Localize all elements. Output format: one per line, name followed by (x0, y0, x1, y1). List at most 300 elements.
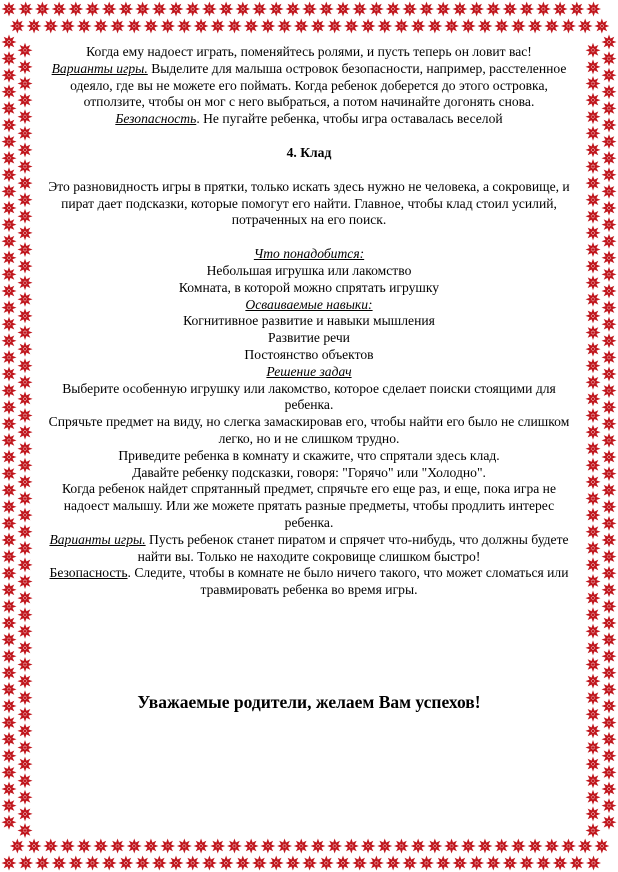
snowflake-icon (294, 19, 309, 34)
snowflake-icon (169, 856, 184, 871)
snowflake-icon (344, 19, 359, 34)
snowflake-icon (352, 856, 367, 871)
snowflake-icon (586, 790, 601, 805)
snowflake-icon (586, 43, 601, 58)
snowflake-icon (586, 640, 601, 655)
snowflake-icon (477, 839, 492, 854)
snowflake-icon (369, 2, 384, 17)
snowflake-icon (2, 582, 17, 597)
snowflake-icon (2, 416, 17, 431)
snowflake-icon (2, 101, 17, 116)
snowflake-icon (68, 856, 83, 871)
snowflake-icon (436, 856, 451, 871)
snowflake-icon (60, 19, 75, 34)
snowflake-icon (602, 167, 617, 182)
snowflake-icon (602, 549, 617, 564)
snowflake-icon (2, 151, 17, 166)
snowflake-icon (602, 217, 617, 232)
snowflake-icon (18, 607, 33, 622)
snowflake-icon (586, 93, 601, 108)
snowflake-icon (511, 19, 526, 34)
snowflake-icon (602, 732, 617, 747)
snowflake-icon (2, 267, 17, 282)
snowflake-icon (2, 516, 17, 531)
snowflake-icon (285, 2, 300, 17)
snowflake-icon (586, 740, 601, 755)
snowflake-icon (602, 68, 617, 83)
snowflake-icon (586, 773, 601, 788)
snowflake-icon (586, 209, 601, 224)
safety-label: Безопасность (49, 565, 128, 581)
snowflake-icon (536, 856, 551, 871)
snowflake-icon (43, 19, 58, 34)
ornament-border-left (0, 0, 34, 872)
snowflake-icon (18, 773, 33, 788)
snowflake-icon (436, 2, 451, 17)
snowflake-icon (586, 342, 601, 357)
snowflake-icon (244, 839, 259, 854)
snowflake-icon (586, 59, 601, 74)
snowflake-icon (18, 358, 33, 373)
snowflake-icon (285, 856, 300, 871)
skill-item: Когнитивное развитие и навыки мышления (183, 313, 435, 329)
snowflake-icon (18, 723, 33, 738)
intro-paragraph: Когда ему надоест играть, поменяйтесь ролями, и пусть теперь он ловит вас! (86, 44, 532, 59)
snowflake-icon (18, 690, 33, 705)
snowflake-icon (327, 839, 342, 854)
snowflake-icon (18, 640, 33, 655)
snowflake-icon (319, 856, 334, 871)
snowflake-icon (602, 383, 617, 398)
snowflake-icon (586, 308, 601, 323)
snowflake-icon (18, 806, 33, 821)
snowflake-icon (602, 284, 617, 299)
snowflake-icon (586, 375, 601, 390)
snowflake-icon (118, 2, 133, 17)
snowflake-icon (586, 225, 601, 240)
snowflake-icon (553, 856, 568, 871)
section-safety-paragraph (44, 565, 574, 599)
snowflake-icon (336, 2, 351, 17)
snowflake-icon (110, 839, 125, 854)
snowflake-icon (43, 839, 58, 854)
snowflake-icon (2, 715, 17, 730)
snowflake-icon (85, 2, 100, 17)
snowflake-icon (602, 118, 617, 133)
snowflake-icon (586, 574, 601, 589)
snowflake-icon (586, 491, 601, 506)
snowflake-icon (586, 607, 601, 622)
snowflake-icon (18, 242, 33, 257)
variants-text: Пусть ребенок станет пиратом и спрячет что-нибудь, что должны будете найти вы. Только не находите сокровище слишком быстро! (137, 531, 569, 564)
snowflake-icon (586, 524, 601, 539)
document-body (44, 44, 574, 599)
snowflake-icon (561, 839, 576, 854)
snowflake-icon (152, 856, 167, 871)
snowflake-icon (260, 19, 275, 34)
snowflake-icon (602, 748, 617, 763)
snowflake-icon (602, 433, 617, 448)
snowflake-icon (18, 59, 33, 74)
snowflake-icon (2, 217, 17, 232)
snowflake-icon (18, 707, 33, 722)
snowflake-icon (269, 2, 284, 17)
snowflake-icon (18, 624, 33, 639)
snowflake-icon (2, 566, 17, 581)
snowflake-icon (586, 806, 601, 821)
snowflake-icon (586, 474, 601, 489)
step-paragraph: Когда ребенок найдет спрятанный предмет, спрячьте его еще раз, и еще, пока игра не надоест малышу. Или же можете прятать разные предметы, чтобы продлить интерес ребенка. (62, 481, 556, 530)
snowflake-icon (2, 616, 17, 631)
snowflake-icon (2, 134, 17, 149)
snowflake-icon (269, 856, 284, 871)
snowflake-icon (486, 856, 501, 871)
snowflake-icon (18, 375, 33, 390)
snowflake-icon (2, 350, 17, 365)
snowflake-icon (2, 732, 17, 747)
snowflake-icon (544, 839, 559, 854)
snowflake-icon (2, 367, 17, 382)
snowflake-icon (202, 856, 217, 871)
snowflake-icon (452, 2, 467, 17)
snowflake-icon (18, 43, 33, 58)
snowflake-icon (586, 657, 601, 672)
snowflake-icon (2, 201, 17, 216)
variants-text: Выделите для малыша островок безопасности, например, расстеленное одеяло, где вы не можете его поймать. Когда ребенок доберется до этого островка, отползите, чтобы он мог с него выбраться, а потом начинайте догонять снова. (70, 60, 567, 110)
snowflake-icon (2, 284, 17, 299)
snowflake-icon (602, 483, 617, 498)
snowflake-icon (160, 19, 175, 34)
snowflake-icon (18, 491, 33, 506)
snowflake-icon (602, 84, 617, 99)
snowflake-icon (18, 308, 33, 323)
snowflake-icon (152, 2, 167, 17)
snowflake-icon (18, 192, 33, 207)
snowflake-icon (528, 19, 543, 34)
snowflake-icon (227, 19, 242, 34)
closing-wish: Уважаемые родители, желаем Вам успехов! (137, 692, 481, 712)
snowflake-icon (77, 19, 92, 34)
snowflake-icon (528, 839, 543, 854)
snowflake-icon (2, 649, 17, 664)
snowflake-icon (602, 267, 617, 282)
snowflake-icon (586, 192, 601, 207)
snowflake-icon (18, 757, 33, 772)
snowflake-icon (553, 2, 568, 17)
snowflake-icon (602, 101, 617, 116)
snowflake-icon (185, 2, 200, 17)
step-paragraph: Выберите особенную игрушку или лакомство, которое сделает поиски стоящими для ребенка. (62, 380, 556, 413)
snowflake-icon (486, 2, 501, 17)
snowflake-icon (419, 2, 434, 17)
snowflake-icon (18, 126, 33, 141)
snowflake-icon (386, 2, 401, 17)
snowflake-icon (602, 184, 617, 199)
snowflake-icon (394, 19, 409, 34)
snowflake-icon (602, 616, 617, 631)
snowflake-icon (52, 856, 67, 871)
snowflake-icon (177, 19, 192, 34)
snowflake-icon (2, 466, 17, 481)
snowflake-icon (602, 798, 617, 813)
snowflake-icon (602, 35, 617, 50)
snowflake-icon (18, 524, 33, 539)
snowflake-icon (2, 665, 17, 680)
safety-text: . Следите, чтобы в комнате не было ничего такого, что может сломаться или травмировать ребенка во время игры. (127, 565, 569, 598)
snowflake-icon (536, 2, 551, 17)
snowflake-icon (602, 782, 617, 797)
snowflake-icon (185, 856, 200, 871)
snowflake-icon (18, 408, 33, 423)
snowflake-icon (252, 2, 267, 17)
snowflake-icon (494, 839, 509, 854)
ornament-border-bottom (0, 838, 618, 872)
snowflake-icon (586, 159, 601, 174)
snowflake-icon (586, 325, 601, 340)
snowflake-icon (586, 126, 601, 141)
snowflake-icon (18, 342, 33, 357)
snowflake-icon (18, 142, 33, 157)
snowflake-icon (194, 19, 209, 34)
snowflake-icon (143, 19, 158, 34)
snowflake-icon (369, 856, 384, 871)
snowflake-icon (586, 176, 601, 191)
snowflake-icon (2, 699, 17, 714)
snowflake-icon (602, 350, 617, 365)
snowflake-icon (519, 2, 534, 17)
snowflake-icon (18, 541, 33, 556)
snowflake-icon (503, 856, 518, 871)
snowflake-icon (469, 856, 484, 871)
snowflake-icon (77, 839, 92, 854)
snowflake-icon (310, 19, 325, 34)
snowflake-icon (2, 632, 17, 647)
snowflake-icon (602, 665, 617, 680)
skills-label: Осваиваемые навыки: (245, 296, 373, 312)
snowflake-icon (18, 508, 33, 523)
snowflake-icon (2, 599, 17, 614)
needed-item: Комната, в которой можно спрятать игрушку (178, 279, 440, 295)
snowflake-icon (511, 839, 526, 854)
snowflake-icon (352, 2, 367, 17)
snowflake-icon (110, 19, 125, 34)
snowflake-icon (2, 317, 17, 332)
snowflake-icon (260, 839, 275, 854)
snowflake-icon (586, 358, 601, 373)
snowflake-icon (18, 176, 33, 191)
snowflake-icon (2, 798, 17, 813)
variants-label: Варианты игры. (51, 60, 148, 76)
snowflake-icon (18, 259, 33, 274)
snowflake-icon (602, 416, 617, 431)
snowflake-icon (135, 856, 150, 871)
snowflake-icon (210, 19, 225, 34)
snowflake-icon (2, 483, 17, 498)
snowflake-icon (461, 19, 476, 34)
snowflake-icon (586, 76, 601, 91)
snowflake-icon (602, 599, 617, 614)
snowflake-icon (18, 458, 33, 473)
snowflake-icon (602, 51, 617, 66)
tasks-label: Решение задач (266, 363, 352, 379)
section-variants-paragraph (44, 532, 574, 566)
snowflake-icon (235, 856, 250, 871)
snowflake-icon (602, 333, 617, 348)
snowflake-icon (586, 557, 601, 572)
snowflake-icon (452, 856, 467, 871)
snowflake-icon (18, 109, 33, 124)
snowflake-icon (602, 250, 617, 265)
ornament-border-top (0, 0, 618, 36)
safety-text: . Не пугайте ребенка, чтобы игра оставалась веселой (196, 111, 503, 127)
snowflake-icon (602, 450, 617, 465)
snowflake-icon (586, 109, 601, 124)
snowflake-icon (602, 815, 617, 830)
snowflake-icon (586, 458, 601, 473)
snowflake-icon (118, 856, 133, 871)
snowflake-icon (411, 19, 426, 34)
snowflake-icon (586, 391, 601, 406)
ornament-border-right (584, 0, 618, 872)
snowflake-icon (586, 674, 601, 689)
snowflake-icon (244, 19, 259, 34)
snowflake-icon (2, 549, 17, 564)
snowflake-icon (160, 839, 175, 854)
snowflake-icon (602, 582, 617, 597)
snowflake-icon (219, 856, 234, 871)
snowflake-icon (377, 19, 392, 34)
snowflake-icon (127, 839, 142, 854)
snowflake-icon (18, 790, 33, 805)
snowflake-icon (18, 76, 33, 91)
snowflake-icon (18, 391, 33, 406)
snowflake-icon (361, 19, 376, 34)
snowflake-icon (93, 19, 108, 34)
snowflake-icon (252, 856, 267, 871)
snowflake-icon (419, 856, 434, 871)
snowflake-icon (602, 151, 617, 166)
snowflake-icon (60, 839, 75, 854)
snowflake-icon (277, 839, 292, 854)
snowflake-icon (2, 748, 17, 763)
snowflake-icon (2, 234, 17, 249)
snowflake-icon (602, 466, 617, 481)
snowflake-icon (93, 839, 108, 854)
snowflake-icon (2, 35, 17, 50)
snowflake-icon (602, 516, 617, 531)
snowflake-icon (2, 118, 17, 133)
snowflake-icon (68, 2, 83, 17)
snowflake-icon (2, 383, 17, 398)
snowflake-icon (202, 2, 217, 17)
snowflake-icon (602, 533, 617, 548)
snowflake-icon (444, 19, 459, 34)
snowflake-icon (18, 674, 33, 689)
snowflake-icon (586, 292, 601, 307)
snowflake-icon (361, 839, 376, 854)
snowflake-icon (602, 682, 617, 697)
snowflake-icon (319, 2, 334, 17)
snowflake-icon (169, 2, 184, 17)
snowflake-icon (602, 317, 617, 332)
snowflake-icon (18, 657, 33, 672)
snowflake-icon (586, 441, 601, 456)
intro-variants-paragraph (44, 61, 574, 111)
snowflake-icon (18, 292, 33, 307)
snowflake-icon (586, 142, 601, 157)
snowflake-icon (569, 2, 584, 17)
snowflake-icon (586, 624, 601, 639)
snowflake-icon (477, 19, 492, 34)
snowflake-icon (2, 499, 17, 514)
snowflake-icon (469, 2, 484, 17)
snowflake-icon (503, 2, 518, 17)
snowflake-icon (227, 839, 242, 854)
snowflake-icon (102, 856, 117, 871)
snowflake-icon (143, 839, 158, 854)
snowflake-icon (194, 839, 209, 854)
snowflake-icon (602, 715, 617, 730)
snowflake-icon (602, 499, 617, 514)
snowflake-icon (336, 856, 351, 871)
section-description: Это разновидность игры в прятки, только искать здесь нужно не человека, а сокровище, и пират дает подсказки, которые помогут его найти. Главное, чтобы клад стоил усилий, потраченных на его поиск. (48, 178, 570, 228)
section-heading: 4. Клад (286, 144, 332, 160)
snowflake-icon (444, 839, 459, 854)
snowflake-icon (135, 2, 150, 17)
skill-item: Развитие речи (268, 330, 350, 346)
snowflake-icon (18, 474, 33, 489)
snowflake-icon (602, 566, 617, 581)
step-paragraph: Спрячьте предмет на виду, но слегка замаскировав его, чтобы найти его было не слишком легко, но и не слишком трудно. (48, 414, 570, 446)
snowflake-icon (310, 839, 325, 854)
snowflake-icon (18, 159, 33, 174)
snowflake-icon (2, 167, 17, 182)
snowflake-icon (18, 591, 33, 606)
snowflake-icon (586, 408, 601, 423)
snowflake-icon (2, 300, 17, 315)
snowflake-icon (177, 839, 192, 854)
snowflake-icon (586, 690, 601, 705)
snowflake-icon (302, 2, 317, 17)
snowflake-icon (561, 19, 576, 34)
snowflake-icon (85, 856, 100, 871)
snowflake-icon (35, 856, 50, 871)
snowflake-icon (277, 19, 292, 34)
snowflake-icon (210, 839, 225, 854)
snowflake-icon (2, 765, 17, 780)
step-paragraph: Приведите ребенка в комнату и скажите, что спрятали здесь клад. (118, 447, 500, 463)
snowflake-icon (461, 839, 476, 854)
snowflake-icon (586, 425, 601, 440)
snowflake-icon (586, 707, 601, 722)
snowflake-icon (402, 2, 417, 17)
snowflake-icon (18, 425, 33, 440)
snowflake-icon (2, 184, 17, 199)
snowflake-icon (602, 300, 617, 315)
snowflake-icon (427, 19, 442, 34)
snowflake-icon (427, 839, 442, 854)
snowflake-icon (569, 856, 584, 871)
snowflake-icon (344, 839, 359, 854)
needed-label: Что понадобится: (253, 246, 365, 262)
snowflake-icon (18, 823, 33, 838)
snowflake-icon (302, 856, 317, 871)
snowflake-icon (544, 19, 559, 34)
snowflake-icon (586, 508, 601, 523)
snowflake-icon (602, 234, 617, 249)
snowflake-icon (602, 632, 617, 647)
snowflake-icon (2, 682, 17, 697)
